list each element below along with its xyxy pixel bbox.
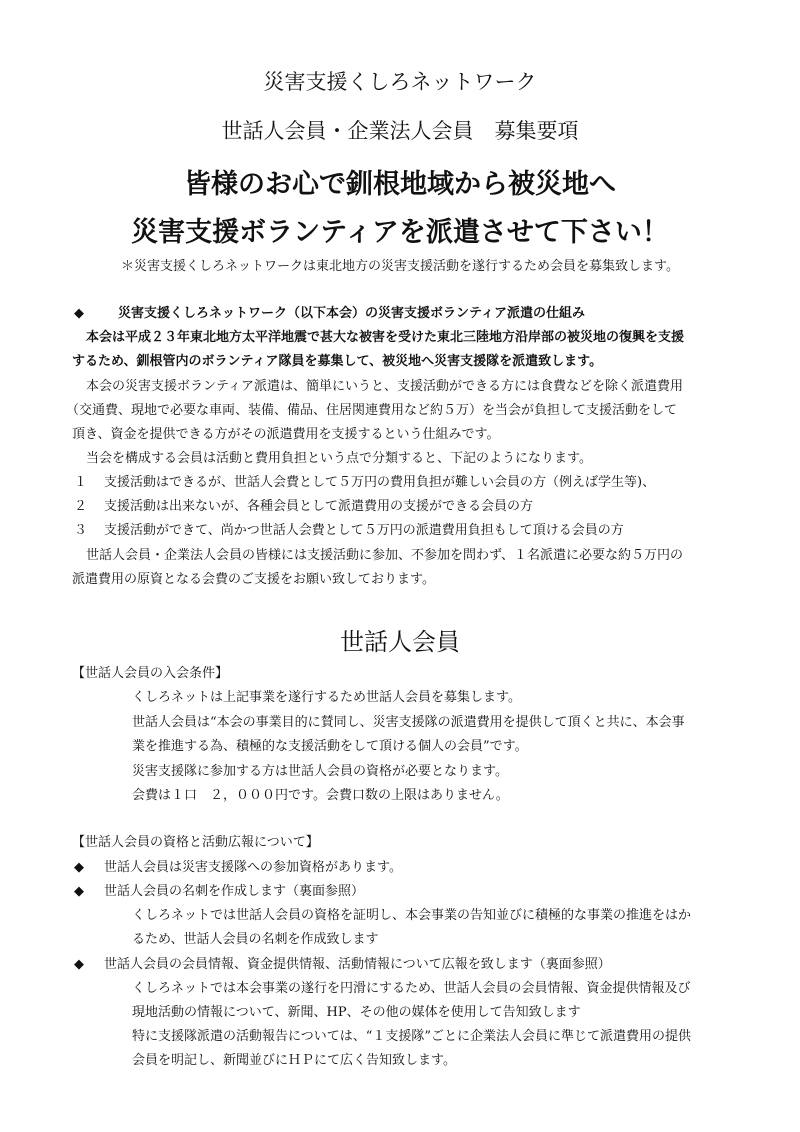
mechanism-line: 本会の災害支援ボランティア派遣は、簡単にいうと、支援活動ができる方には食費などを除く派遣費用 (86, 379, 683, 394)
qualification-detail: るため、世話人会員の名刺を作成致します (132, 932, 379, 947)
qualification-detail: 会員を明記し、新聞並びにＨＰにて広く告知致します。 (132, 1053, 456, 1068)
list-item: 支援活動は出来ないが、各種会員として派遣費用の支援ができる会員の方 (104, 499, 534, 514)
list-number: ３ (74, 523, 88, 538)
list-item: 支援活動はできるが、世話人会費として５万円の費用負担が難しい会員の方（例えば学生等)、 (104, 475, 656, 490)
qualification-item: 世話人会員の会員情報、資金提供情報、活動情報について広報を致します（裏面参照） (104, 957, 611, 972)
mechanism-line: （交通費、現地で必要な車両、装備、備品、住居関連費用など約５万）を当会が負担して支援活動をして (66, 403, 678, 418)
qualification-heading: 【世話人会員の資格と活動広報について】 (72, 835, 319, 850)
section-title: 世話人会員 (340, 628, 460, 656)
qualification-item: 世話人会員の名刺を作成します（裏面参照） (104, 884, 365, 899)
org-title: 災害支援くしろネットワーク (263, 70, 537, 94)
mechanism-closing: 世話人会員・企業法人会員の皆様には支援活動に参加、不参加を問わず、１名派遣に必要な約５万円の (86, 548, 683, 563)
condition-line: くしろネットは上記事業を遂行するため世話人会員を募集します。 (132, 690, 521, 705)
headline-1: 皆様のお心で釧根地域から被災地へ (184, 169, 616, 200)
qualification-detail: くしろネットでは世話人会員の資格を証明し、本会事業の告知並びに積極的な事業の推進をはか (132, 908, 692, 923)
mechanism-line: 当会を構成する会員は活動と費用負担という点で分類すると、下記のようになります。 (86, 451, 592, 466)
qualification-detail: 特に支援隊派遣の活動報告については、“１支援隊”ごとに企業法人会員に準じて派遣費用の提供 (132, 1029, 692, 1044)
mechanism-heading: 災害支援くしろネットワーク（以下本会）の災害支援ボランティア派遣の仕組み (118, 306, 585, 321)
page-subtitle: 世話人会員・企業法人会員 募集要項 (221, 119, 579, 143)
mechanism-closing: 派遣費用の原資となる会費のご支援をお願い致しております。 (72, 572, 435, 587)
condition-line: 業を推進する為、積極的な支援活動をして頂ける個人の会員”です。 (132, 739, 528, 754)
condition-line: 世話人会員は“本会の事業目的に賛同し、災害支援隊の派遣費用を提供して頂くと共に、本会事 (132, 715, 685, 730)
mechanism-line: 頂き、資金を提供できる方がその派遣費用を支援するという仕組みです。 (72, 427, 500, 442)
list-number: １ (74, 475, 88, 490)
headline-2: 災害支援ボランティアを派遣させて下さい！ (131, 217, 669, 248)
intro-note: ＊災害支援くしろネットワークは東北地方の災害支援活動を遂行するため会員を募集致します。 (121, 259, 679, 274)
diamond-bullet-icon: ◆ (74, 957, 84, 972)
diamond-bullet-icon: ◆ (74, 306, 84, 321)
list-item: 支援活動ができて、尚かつ世話人会費として５万円の派遣費用負担もして頂ける会員の方 (104, 523, 624, 538)
conditions-heading: 【世話人会員の入会条件】 (72, 666, 229, 681)
qualification-detail: くしろネットでは本会事業の遂行を円滑にするため、世話人会員の会員情報、資金提供情報及び (132, 981, 691, 996)
condition-line: 災害支援隊に参加する方は世話人会員の資格が必要となります。 (132, 764, 508, 779)
diamond-bullet-icon: ◆ (74, 884, 84, 899)
mechanism-bold-line: 本会は平成２３年東北地方太平洋地震で甚大な被害を受けた東北三陸地方沿岸部の被災地の復興を支援 (86, 330, 685, 345)
diamond-bullet-icon: ◆ (74, 860, 84, 875)
mechanism-bold-line: するため、釧根管内のボランティア隊員を募集して、被災地へ災害支援隊を派遣致します。 (72, 354, 603, 369)
condition-line: 会費は１口 ２，０００円です。会費口数の上限はありません。 (132, 788, 509, 803)
list-number: ２ (74, 499, 88, 514)
qualification-detail: 現地活動の情報について、新聞、HP、その他の媒体を使用して告知致します (132, 1005, 581, 1020)
qualification-item: 世話人会員は災害支援隊への参加資格があります。 (104, 860, 402, 875)
